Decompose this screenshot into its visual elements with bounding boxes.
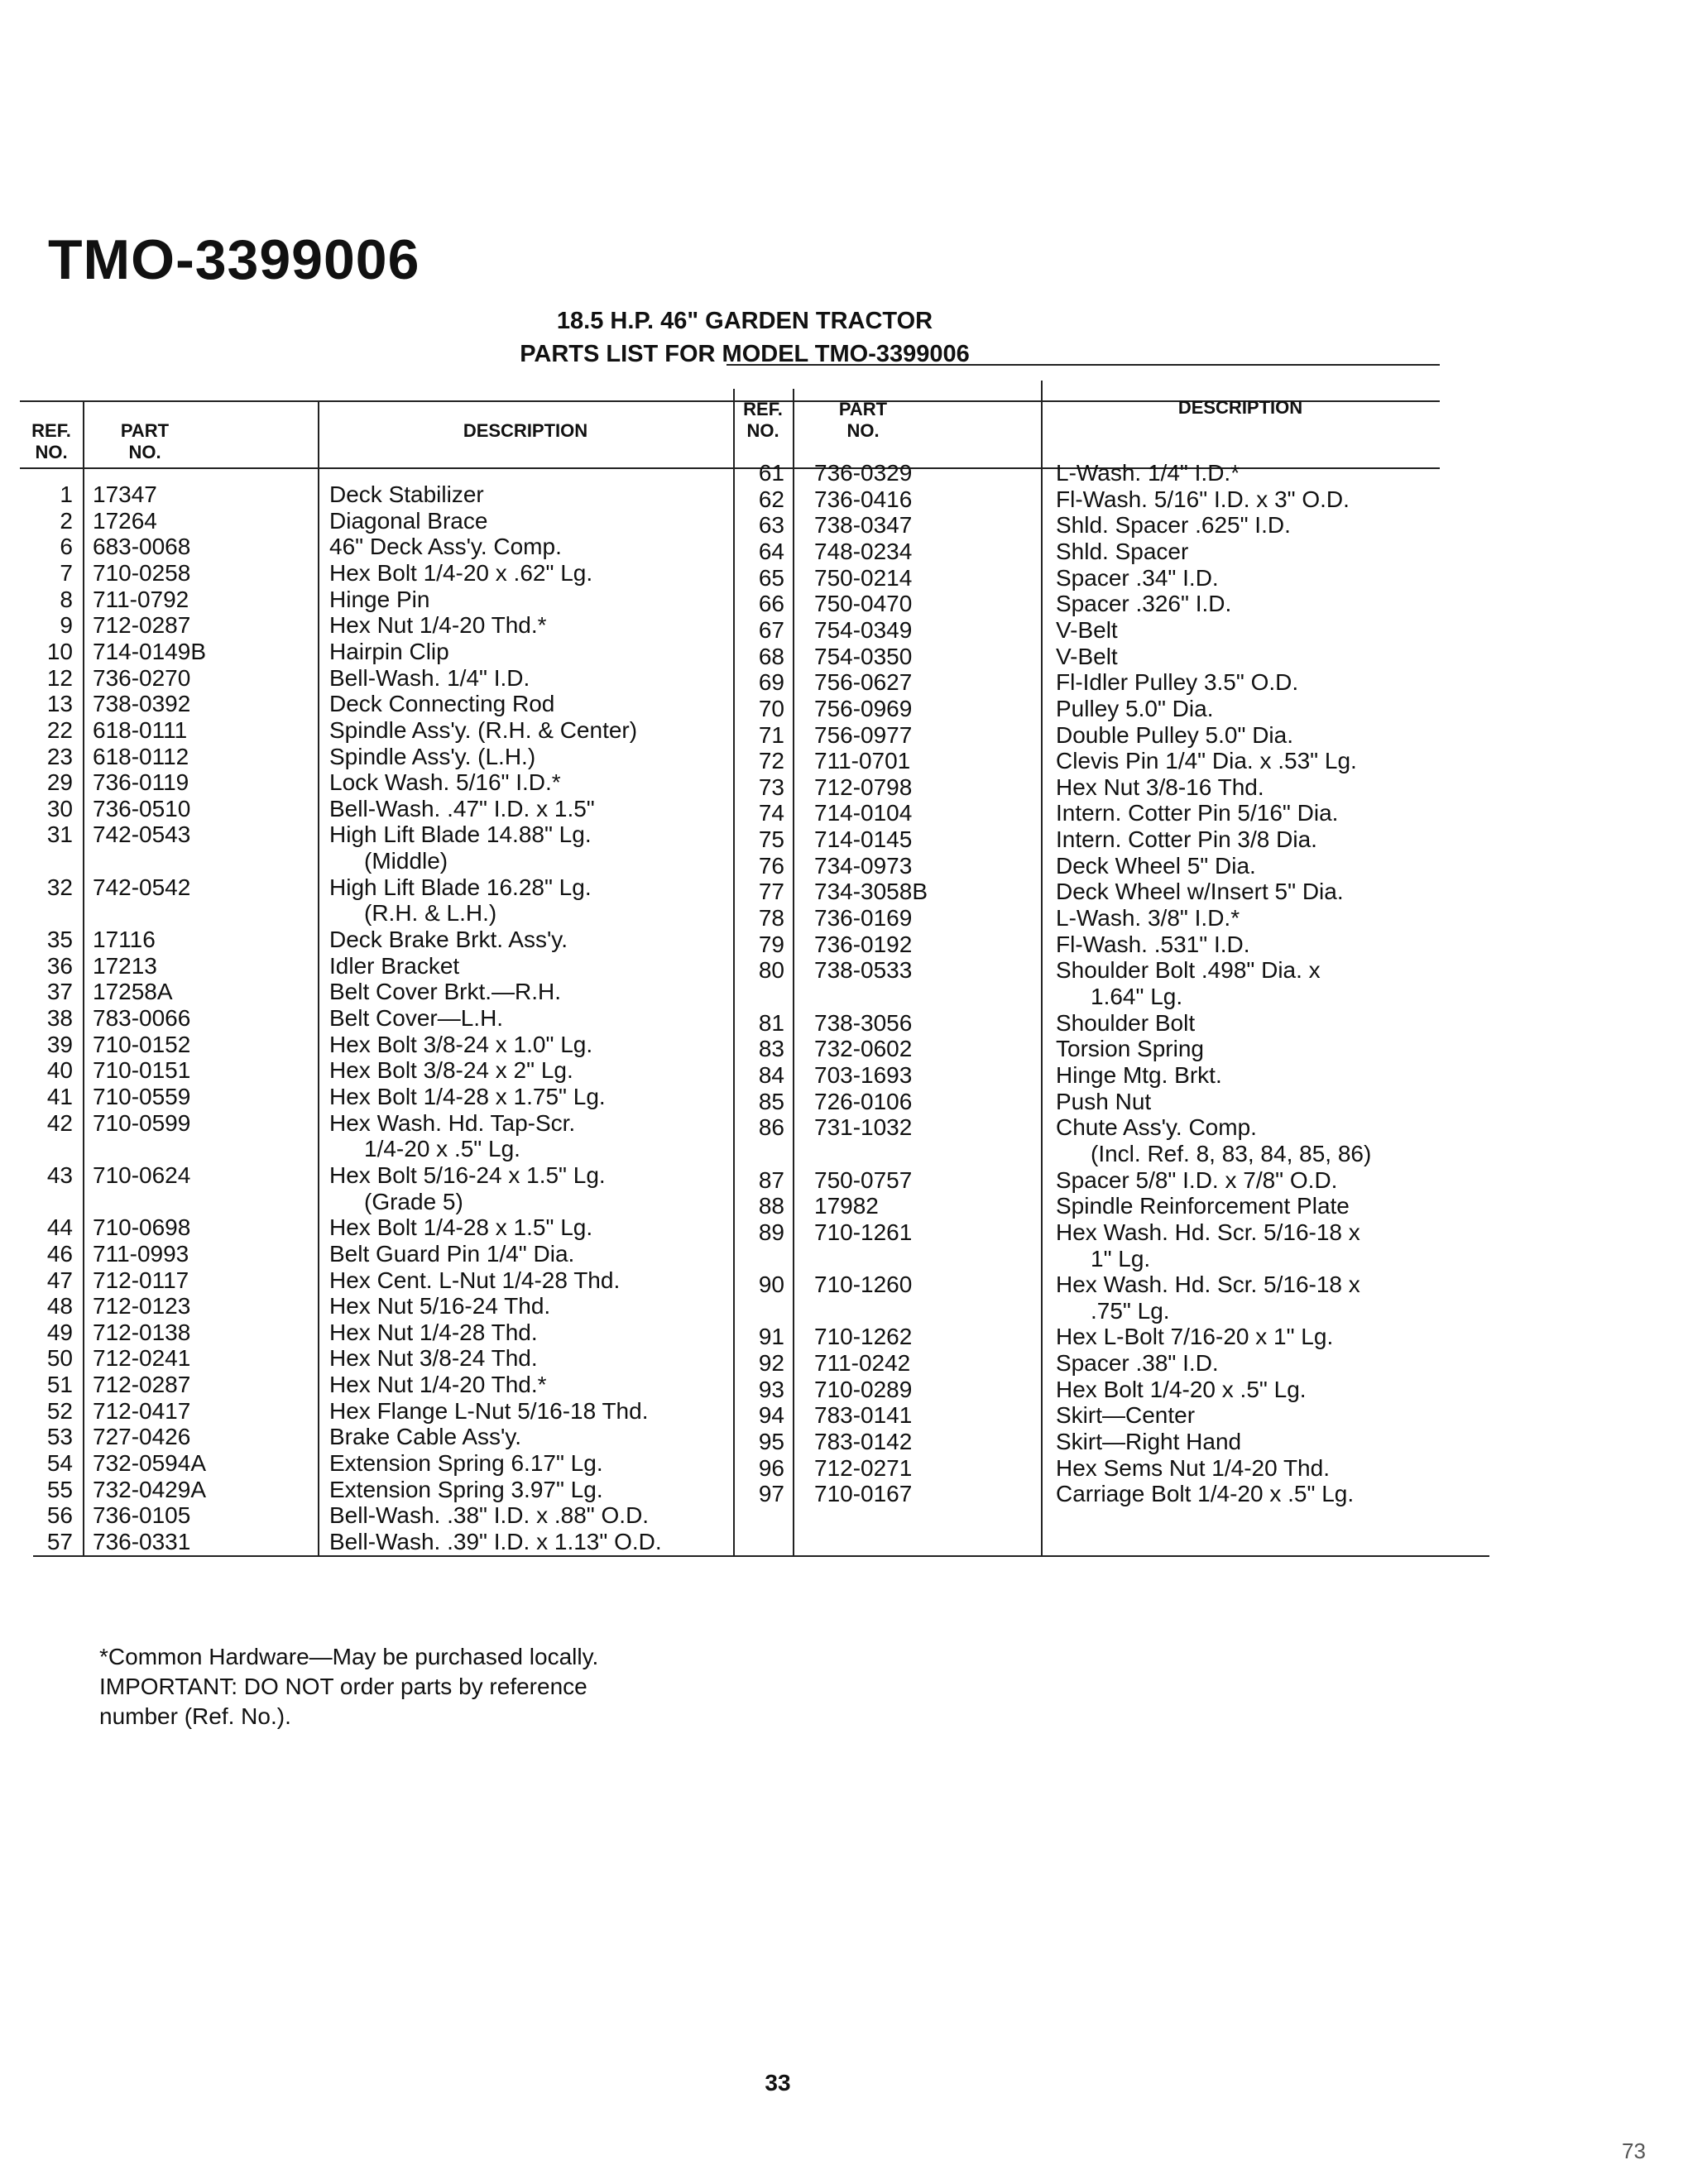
header-left-description: DESCRIPTION [463, 420, 588, 441]
part-no: 727-0426 [93, 1424, 191, 1450]
ref-no: 38 [46, 1005, 73, 1031]
part-no: 738-3056 [814, 1009, 913, 1036]
ref-no: 49 [46, 1319, 73, 1345]
description: Skirt—Right Hand [1056, 1429, 1242, 1455]
part-no: 756-0969 [814, 695, 913, 721]
description: Hex Nut 3/8-24 Thd. [329, 1345, 538, 1372]
ref-no: 62 [758, 486, 784, 512]
part-no: 736-0119 [93, 769, 189, 796]
ref-no: 6 [60, 534, 73, 560]
description: Hex Nut 1/4-28 Thd. [329, 1319, 538, 1345]
description: Hex Cent. L-Nut 1/4-28 Thd. [329, 1267, 621, 1293]
ref-no: 48 [46, 1293, 73, 1320]
part-no: 17982 [814, 1193, 879, 1219]
part-no: 783-0142 [814, 1429, 913, 1455]
description: Lock Wash. 5/16" I.D.* [329, 769, 561, 796]
part-no: 732-0594A [93, 1450, 207, 1477]
description: Spacer .38" I.D. [1056, 1350, 1219, 1377]
ref-no: 87 [758, 1166, 784, 1193]
ref-no: 46 [46, 1240, 73, 1267]
ref-no: 72 [758, 748, 784, 774]
part-no: 714-0149B [93, 638, 207, 664]
description: 1" Lg. [1091, 1245, 1151, 1272]
part-no: 710-0289 [814, 1376, 913, 1402]
description: Hex Wash. Hd. Scr. 5/16-18 x [1056, 1272, 1360, 1298]
ref-no: 57 [46, 1529, 73, 1554]
description: High Lift Blade 16.28" Lg. [329, 874, 592, 900]
ref-no: 85 [758, 1088, 784, 1114]
part-no: 731-1032 [814, 1114, 913, 1141]
ref-no: 47 [46, 1267, 73, 1293]
col-divider-right-part [1041, 381, 1043, 1555]
footnote-important-cont: number (Ref. No.). [99, 1703, 291, 1729]
ref-no: 79 [758, 931, 784, 957]
part-no: 756-0977 [814, 721, 913, 748]
ref-no: 96 [758, 1454, 784, 1481]
col-divider-right-ref [793, 389, 794, 1555]
ref-no: 54 [46, 1450, 73, 1477]
description: Belt Guard Pin 1/4" Dia. [329, 1240, 575, 1267]
description: Belt Cover—L.H. [329, 1005, 504, 1031]
part-no: 710-0698 [93, 1214, 191, 1241]
ref-no: 10 [46, 638, 73, 664]
ref-no: 71 [758, 721, 784, 748]
ref-no: 70 [758, 695, 784, 721]
description: Hex Nut 3/8-16 Thd. [1056, 774, 1264, 800]
title-rule [727, 364, 1440, 366]
ref-no: 75 [758, 826, 784, 853]
part-no: 618-0111 [93, 716, 188, 743]
ref-no: 63 [758, 512, 784, 539]
description: Hex Nut 5/16-24 Thd. [329, 1293, 551, 1320]
description: Hex Bolt 3/8-24 x 2" Lg. [329, 1057, 573, 1084]
ref-no: 32 [46, 874, 73, 900]
part-no: 712-0417 [93, 1397, 191, 1424]
description: Hex Bolt 1/4-20 x .5" Lg. [1056, 1376, 1307, 1402]
ref-no: 84 [758, 1061, 784, 1088]
description: Fl-Idler Pulley 3.5" O.D. [1056, 669, 1299, 696]
description: Extension Spring 3.97" Lg. [329, 1476, 603, 1502]
document-subtitle [463, 304, 1026, 371]
ref-no: 39 [46, 1031, 73, 1057]
part-no: 17258A [93, 979, 173, 1005]
part-no: 710-1261 [814, 1219, 913, 1245]
description: Intern. Cotter Pin 3/8 Dia. [1056, 826, 1317, 853]
part-no: 710-1260 [814, 1272, 913, 1298]
ref-no: 67 [758, 616, 784, 643]
description: Hairpin Clip [329, 638, 449, 664]
description: Spindle Ass'y. (R.H. & Center) [329, 716, 638, 743]
header-right-ref: REF. NO. [743, 399, 783, 441]
part-no: 736-0331 [93, 1529, 191, 1554]
part-no: 712-0241 [93, 1345, 191, 1372]
part-no: 710-0624 [93, 1161, 191, 1188]
part-no: 17116 [93, 927, 156, 953]
description: Deck Stabilizer [329, 481, 484, 507]
part-no: 712-0271 [814, 1454, 913, 1481]
description: Shoulder Bolt [1056, 1009, 1196, 1036]
ref-no: 35 [46, 927, 73, 953]
ref-no: 43 [46, 1161, 73, 1188]
ref-no: 7 [60, 559, 73, 586]
description: Deck Wheel w/Insert 5" Dia. [1056, 879, 1344, 905]
part-no: 736-0329 [814, 460, 913, 486]
description: Hex Bolt 1/4-20 x .62" Lg. [329, 559, 593, 586]
ref-no: 80 [758, 957, 784, 984]
ref-no: 8 [60, 586, 73, 612]
ref-no: 88 [758, 1193, 784, 1219]
ref-no: 86 [758, 1114, 784, 1141]
table-bottom-rule [33, 1555, 1489, 1557]
ref-no: 55 [46, 1476, 73, 1502]
description: Brake Cable Ass'y. [329, 1424, 522, 1450]
header-left-part: PART NO. [120, 420, 170, 462]
part-no: 703-1693 [814, 1061, 913, 1088]
ref-no: 56 [46, 1502, 73, 1529]
description: Bell-Wash. .47" I.D. x 1.5" [329, 795, 595, 821]
ref-no: 95 [758, 1429, 784, 1455]
description: Fl-Wash. 5/16" I.D. x 3" O.D. [1056, 486, 1350, 512]
description: .75" Lg. [1091, 1297, 1170, 1324]
part-no: 710-0152 [93, 1031, 191, 1057]
description: Hex Flange L-Nut 5/16-18 Thd. [329, 1397, 649, 1424]
part-no: 750-0470 [814, 591, 913, 617]
description: L-Wash. 3/8" I.D.* [1056, 905, 1240, 932]
ref-no: 81 [758, 1009, 784, 1036]
ref-no: 91 [758, 1324, 784, 1350]
part-no: 17264 [93, 507, 157, 534]
description: Push Nut [1056, 1088, 1152, 1114]
description: Hex Wash. Hd. Tap-Scr. [329, 1109, 576, 1136]
ref-no: 94 [758, 1402, 784, 1429]
part-no: 750-0757 [814, 1166, 913, 1193]
footnote [99, 1642, 728, 1731]
part-no: 712-0117 [93, 1267, 189, 1293]
ref-no: 30 [46, 795, 73, 821]
description: V-Belt [1056, 643, 1118, 669]
description: Deck Brake Brkt. Ass'y. [329, 927, 568, 953]
part-no: 710-0151 [93, 1057, 191, 1084]
ref-no: 68 [758, 643, 784, 669]
part-no: 736-0192 [814, 931, 913, 957]
description: Spacer .326" I.D. [1056, 591, 1232, 617]
part-no: 17347 [93, 481, 157, 507]
description: Hex Bolt 1/4-28 x 1.5" Lg. [329, 1214, 593, 1241]
part-no: 712-0123 [93, 1293, 191, 1320]
part-no: 732-0602 [814, 1036, 913, 1062]
ref-no: 90 [758, 1272, 784, 1298]
part-no: 711-0993 [93, 1240, 189, 1267]
part-no: 712-0287 [93, 1372, 191, 1398]
description: (R.H. & L.H.) [364, 900, 497, 927]
description: Diagonal Brace [329, 507, 488, 534]
description: 46" Deck Ass'y. Comp. [329, 534, 562, 560]
description: (Incl. Ref. 8, 83, 84, 85, 86) [1091, 1140, 1372, 1166]
description: 1/4-20 x .5" Lg. [364, 1136, 520, 1162]
ref-no: 69 [758, 669, 784, 696]
description: Bell-Wash. .38" I.D. x .88" O.D. [329, 1502, 650, 1529]
description: (Middle) [364, 848, 448, 874]
ref-no: 53 [46, 1424, 73, 1450]
description: Hex L-Bolt 7/16-20 x 1" Lg. [1056, 1324, 1334, 1350]
description: Chute Ass'y. Comp. [1056, 1114, 1257, 1141]
part-no: 710-0599 [93, 1109, 191, 1136]
part-no: 714-0145 [814, 826, 913, 853]
part-no: 754-0350 [814, 643, 913, 669]
part-no: 783-0066 [93, 1005, 191, 1031]
description: Shld. Spacer .625" I.D. [1056, 512, 1291, 539]
ref-no: 83 [758, 1036, 784, 1062]
ref-no: 29 [46, 769, 73, 796]
ref-no: 93 [758, 1376, 784, 1402]
subtitle-line-1: 18.5 H.P. 46" GARDEN TRACTOR [556, 308, 933, 334]
description: Hinge Pin [329, 586, 430, 612]
description: High Lift Blade 14.88" Lg. [329, 821, 592, 848]
ref-no: 44 [46, 1214, 73, 1241]
ref-no: 51 [46, 1372, 73, 1398]
description: Shld. Spacer [1056, 538, 1189, 564]
part-no: 750-0214 [814, 564, 913, 591]
ref-no: 9 [60, 612, 73, 639]
description: Pulley 5.0" Dia. [1056, 695, 1214, 721]
ref-no: 73 [758, 774, 784, 800]
part-no: 748-0234 [814, 538, 913, 564]
part-no: 710-1262 [814, 1324, 913, 1350]
part-no: 756-0627 [814, 669, 913, 696]
description: Hex Bolt 1/4-28 x 1.75" Lg. [329, 1083, 606, 1109]
header-right-part: PART NO. [838, 399, 888, 441]
description: Bell-Wash. 1/4" I.D. [329, 664, 530, 691]
ref-no: 61 [758, 460, 784, 486]
part-no: 738-0533 [814, 957, 913, 984]
ref-no: 66 [758, 591, 784, 617]
description: L-Wash. 1/4" I.D.* [1056, 460, 1240, 486]
part-no: 736-0169 [814, 905, 913, 932]
ref-no: 23 [46, 743, 73, 769]
ref-no: 97 [758, 1481, 784, 1507]
description: Hinge Mtg. Brkt. [1056, 1061, 1222, 1088]
ref-no: 37 [46, 979, 73, 1005]
ref-no: 1 [60, 481, 73, 507]
description: Spindle Ass'y. (L.H.) [329, 743, 536, 769]
part-no: 742-0543 [93, 821, 191, 848]
part-no: 712-0798 [814, 774, 913, 800]
subtitle-line-2: PARTS LIST FOR MODEL TMO-3399006 [520, 341, 970, 367]
description: Hex Nut 1/4-20 Thd.* [329, 1372, 547, 1398]
model-heading: TMO-3399006 [48, 228, 420, 291]
description: 1.64" Lg. [1091, 984, 1183, 1009]
part-no: 736-0270 [93, 664, 191, 691]
ref-no: 12 [46, 664, 73, 691]
part-no: 711-0242 [814, 1350, 911, 1377]
part-no: 712-0138 [93, 1319, 191, 1345]
part-no: 618-0112 [93, 743, 189, 769]
description: Intern. Cotter Pin 5/16" Dia. [1056, 800, 1339, 826]
ref-no: 92 [758, 1350, 784, 1377]
description: Skirt—Center [1056, 1402, 1196, 1429]
part-no: 732-0429A [93, 1476, 207, 1502]
part-no: 734-0973 [814, 852, 913, 879]
ref-no: 2 [60, 507, 73, 534]
part-no: 734-3058B [814, 879, 928, 905]
part-no: 736-0105 [93, 1502, 191, 1529]
part-no: 712-0287 [93, 612, 191, 639]
footnote-important: IMPORTANT: DO NOT order parts by reference [99, 1674, 587, 1699]
ref-no: 13 [46, 691, 73, 717]
description: Hex Nut 1/4-20 Thd.* [329, 612, 547, 639]
description: Torsion Spring [1056, 1036, 1204, 1062]
part-no: 742-0542 [93, 874, 191, 900]
description: Hex Bolt 3/8-24 x 1.0" Lg. [329, 1031, 593, 1057]
part-no: 711-0792 [93, 586, 189, 612]
ref-no: 50 [46, 1345, 73, 1372]
description: (Grade 5) [364, 1188, 463, 1214]
ref-no: 89 [758, 1219, 784, 1245]
part-no: 710-0559 [93, 1083, 191, 1109]
part-no: 754-0349 [814, 616, 913, 643]
description: Fl-Wash. .531" I.D. [1056, 931, 1250, 957]
margin-handwritten-mark: 73 [1622, 2138, 1646, 2163]
description: Hex Sems Nut 1/4-20 Thd. [1056, 1454, 1330, 1481]
ref-no: 41 [46, 1083, 73, 1109]
page-number: 33 [765, 2070, 791, 2095]
part-no: 736-0416 [814, 486, 913, 512]
ref-no: 76 [758, 852, 784, 879]
description: Extension Spring 6.17" Lg. [329, 1450, 603, 1477]
description: Spacer 5/8" I.D. x 7/8" O.D. [1056, 1166, 1338, 1193]
description: Clevis Pin 1/4" Dia. x .53" Lg. [1056, 748, 1357, 774]
description: Spacer .34" I.D. [1056, 564, 1219, 591]
part-no: 17213 [93, 952, 157, 979]
ref-no: 31 [46, 821, 73, 848]
ref-no: 77 [758, 879, 784, 905]
footnote-common-hardware: *Common Hardware—May be purchased locally. [99, 1644, 599, 1669]
description: Shoulder Bolt .498" Dia. x [1056, 957, 1321, 984]
part-no: 710-0258 [93, 559, 191, 586]
description: Double Pulley 5.0" Dia. [1056, 721, 1293, 748]
part-no: 783-0141 [814, 1402, 913, 1429]
part-no: 738-0392 [93, 691, 191, 717]
description: V-Belt [1056, 616, 1118, 643]
description: Idler Bracket [329, 952, 460, 979]
ref-no: 36 [46, 952, 73, 979]
part-no: 714-0104 [814, 800, 913, 826]
description: Bell-Wash. .39" I.D. x 1.13" O.D. [329, 1529, 662, 1554]
ref-no: 74 [758, 800, 784, 826]
part-no: 710-0167 [814, 1481, 913, 1507]
header-right-description: DESCRIPTION [1177, 397, 1303, 418]
ref-no: 65 [758, 564, 784, 591]
description: Belt Cover Brkt.—R.H. [329, 979, 562, 1005]
description: Deck Connecting Rod [329, 691, 555, 717]
part-no: 736-0510 [93, 795, 191, 821]
ref-no: 78 [758, 905, 784, 932]
description: Spindle Reinforcement Plate [1056, 1193, 1350, 1219]
part-no: 726-0106 [814, 1088, 913, 1114]
col-divider-left-part [318, 400, 319, 1555]
description: Carriage Bolt 1/4-20 x .5" Lg. [1056, 1481, 1355, 1507]
description: Hex Wash. Hd. Scr. 5/16-18 x [1056, 1219, 1360, 1245]
ref-no: 52 [46, 1397, 73, 1424]
col-divider-left-ref [83, 400, 84, 1555]
part-no: 683-0068 [93, 534, 191, 560]
ref-no: 40 [46, 1057, 73, 1084]
ref-no: 64 [758, 538, 784, 564]
description: Hex Bolt 5/16-24 x 1.5" Lg. [329, 1161, 606, 1188]
ref-no: 22 [46, 716, 73, 743]
part-no: 711-0701 [814, 748, 911, 774]
description: Deck Wheel 5" Dia. [1056, 852, 1256, 879]
part-no: 738-0347 [814, 512, 913, 539]
header-left-ref: REF. NO. [31, 420, 71, 462]
ref-no: 42 [46, 1109, 73, 1136]
